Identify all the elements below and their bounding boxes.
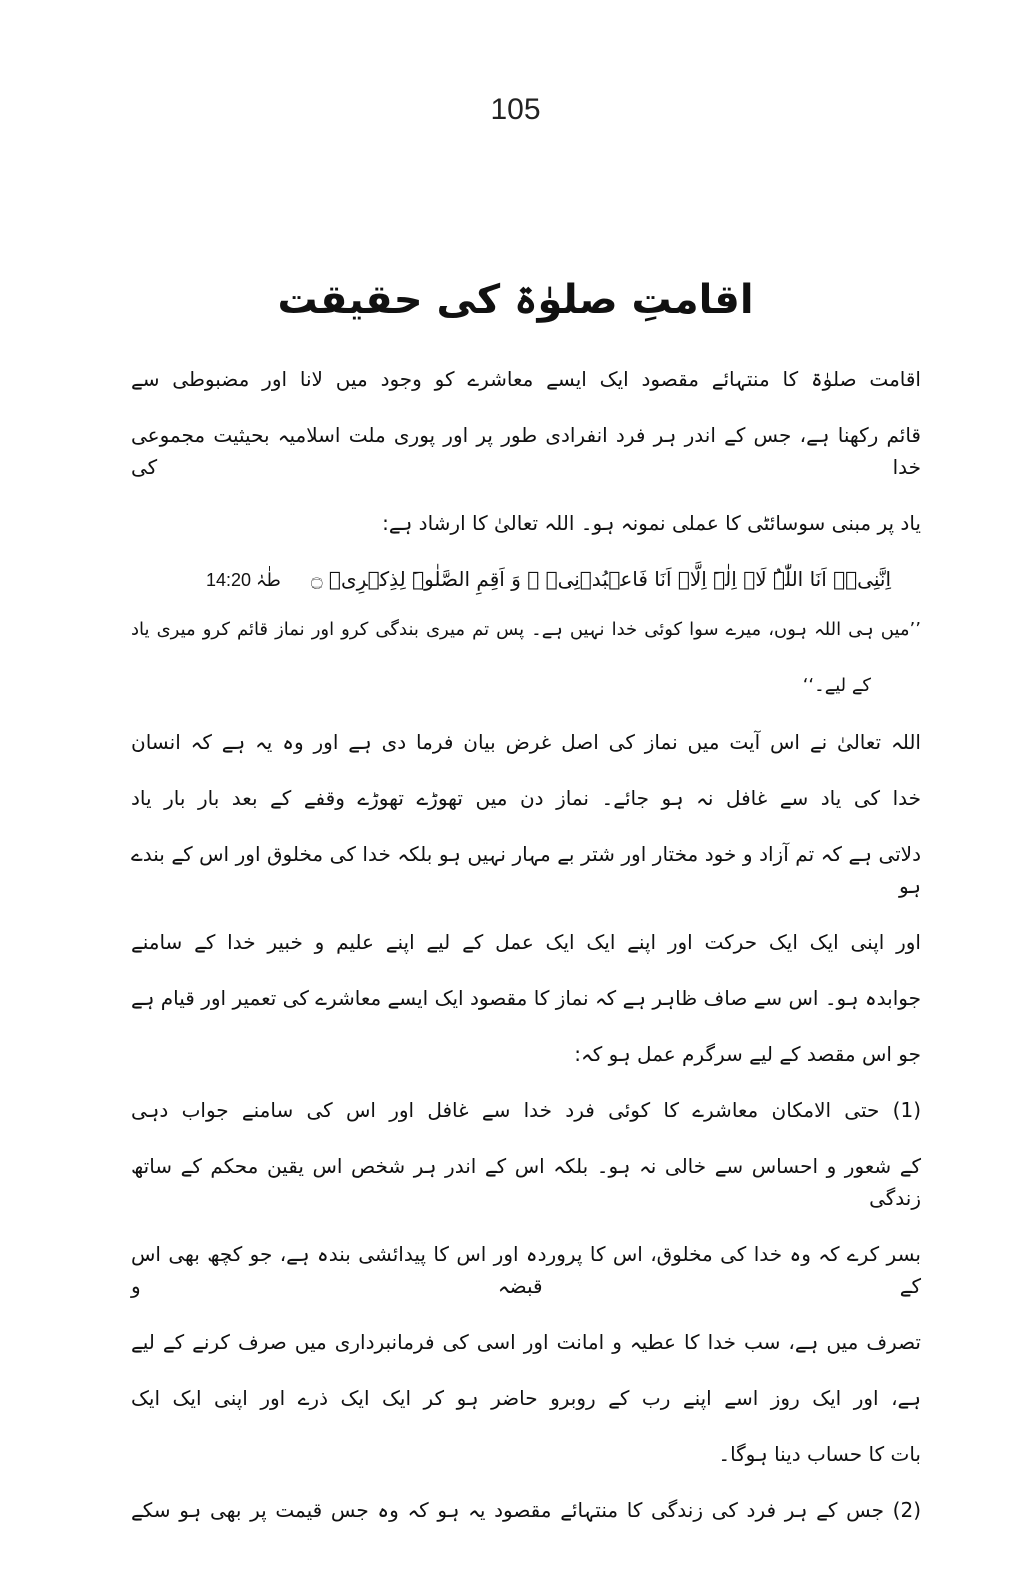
paragraph-line: جوابدہ ہو۔ اس سے صاف ظاہر ہے کہ نماز کا مقصود ایک ایسے معاشرے کی تعمیر اور قیام ہے <box>131 986 921 1010</box>
intro-line: اقامت صلوٰۃ کا منتہائے مقصود ایک ایسے معاشرے کو وجود میں لانا اور مضبوطی سے <box>131 367 921 391</box>
page-number: 105 <box>490 93 541 126</box>
page-body <box>131 363 921 1526</box>
intro-line: یاد پر مبنی سوسائٹی کا عملی نمونہ ہو۔ اللہ تعالیٰ کا ارشاد ہے: <box>382 511 921 535</box>
point-1-line: (1) حتی الامکان معاشرے کا کوئی فرد خدا سے غافل اور اس کی سامنے جواب دہی <box>131 1098 921 1122</box>
point-1-line: بسر کرے کہ وہ خدا کی مخلوق، اس کا پروردہ اور اس کا پیدائشی بندہ ہے، جو کچھ بھی اس کے قبضہ و <box>131 1242 921 1298</box>
translation-line: کے لیے۔‘‘ <box>802 675 871 696</box>
paragraph-line: دلاتی ہے کہ تم آزاد و خود مختار اور شتر بے مہار نہیں ہو بلکہ خدا کی مخلوق اور اس کے بندے ہو <box>131 842 921 898</box>
paragraph-line: اللہ تعالیٰ نے اس آیت میں نماز کی اصل غرض بیان فرما دی ہے اور وہ یہ ہے کہ انسان <box>131 730 921 754</box>
translation-line: ’’میں ہی اللہ ہوں، میرے سوا کوئی خدا نہیں ہے۔ پس تم میری بندگی کرو اور نماز قائم کرو میری یاد <box>131 619 921 640</box>
intro-line: قائم رکھنا ہے، جس کے اندر ہر فرد انفرادی طور پر اور پوری ملت اسلامیہ بحیثیت مجموعی خدا کی <box>131 423 921 479</box>
chapter-title: اقامتِ صلوٰۃ کی حقیقت <box>277 277 754 323</box>
paragraph-line: اور اپنی ایک ایک حرکت اور اپنے ایک ایک عمل کے لیے اپنے علیم و خبیر خدا کے سامنے <box>131 930 921 954</box>
paragraph-line: خدا کی یاد سے غافل نہ ہو جائے۔ نماز دن میں تھوڑے تھوڑے وقفے کے بعد بار بار یاد <box>131 786 921 810</box>
quran-verse <box>131 563 891 596</box>
point-1-line: بات کا حساب دینا ہوگا۔ <box>718 1442 921 1466</box>
verse-reference: طٰہٰ 14:20 <box>205 570 281 590</box>
verse-text: اِنَّنِیۡۤ اَنَا اللّٰہُ لَاۤ اِلٰہَ اِلَّاۤ اَنَا فَاعۡبُدۡنِیۡ ۙ وَ اَقِمِ الصَّلٰوۃَ لِذِکۡرِیۡ ۝ <box>310 567 891 591</box>
point-1-line: ہے، اور ایک روز اسے اپنے رب کے روبرو حاضر ہو کر ایک ایک ذرے اور اپنی ایک ایک <box>131 1386 921 1410</box>
point-1-line: کے شعور و احساس سے خالی نہ ہو۔ بلکہ اس کے اندر ہر شخص اس یقین محکم کے ساتھ زندگی <box>131 1154 921 1210</box>
point-2-line: (2) جس کے ہر فرد کی زندگی کا منتہائے مقصود یہ ہو کہ وہ جس قیمت پر بھی ہو سکے <box>131 1498 921 1522</box>
point-1-line: تصرف میں ہے، سب خدا کا عطیہ و امانت اور اسی کی فرمانبرداری میں صرف کرنے کے لیے <box>131 1330 921 1354</box>
paragraph-line: جو اس مقصد کے لیے سرگرم عمل ہو کہ: <box>574 1042 921 1066</box>
